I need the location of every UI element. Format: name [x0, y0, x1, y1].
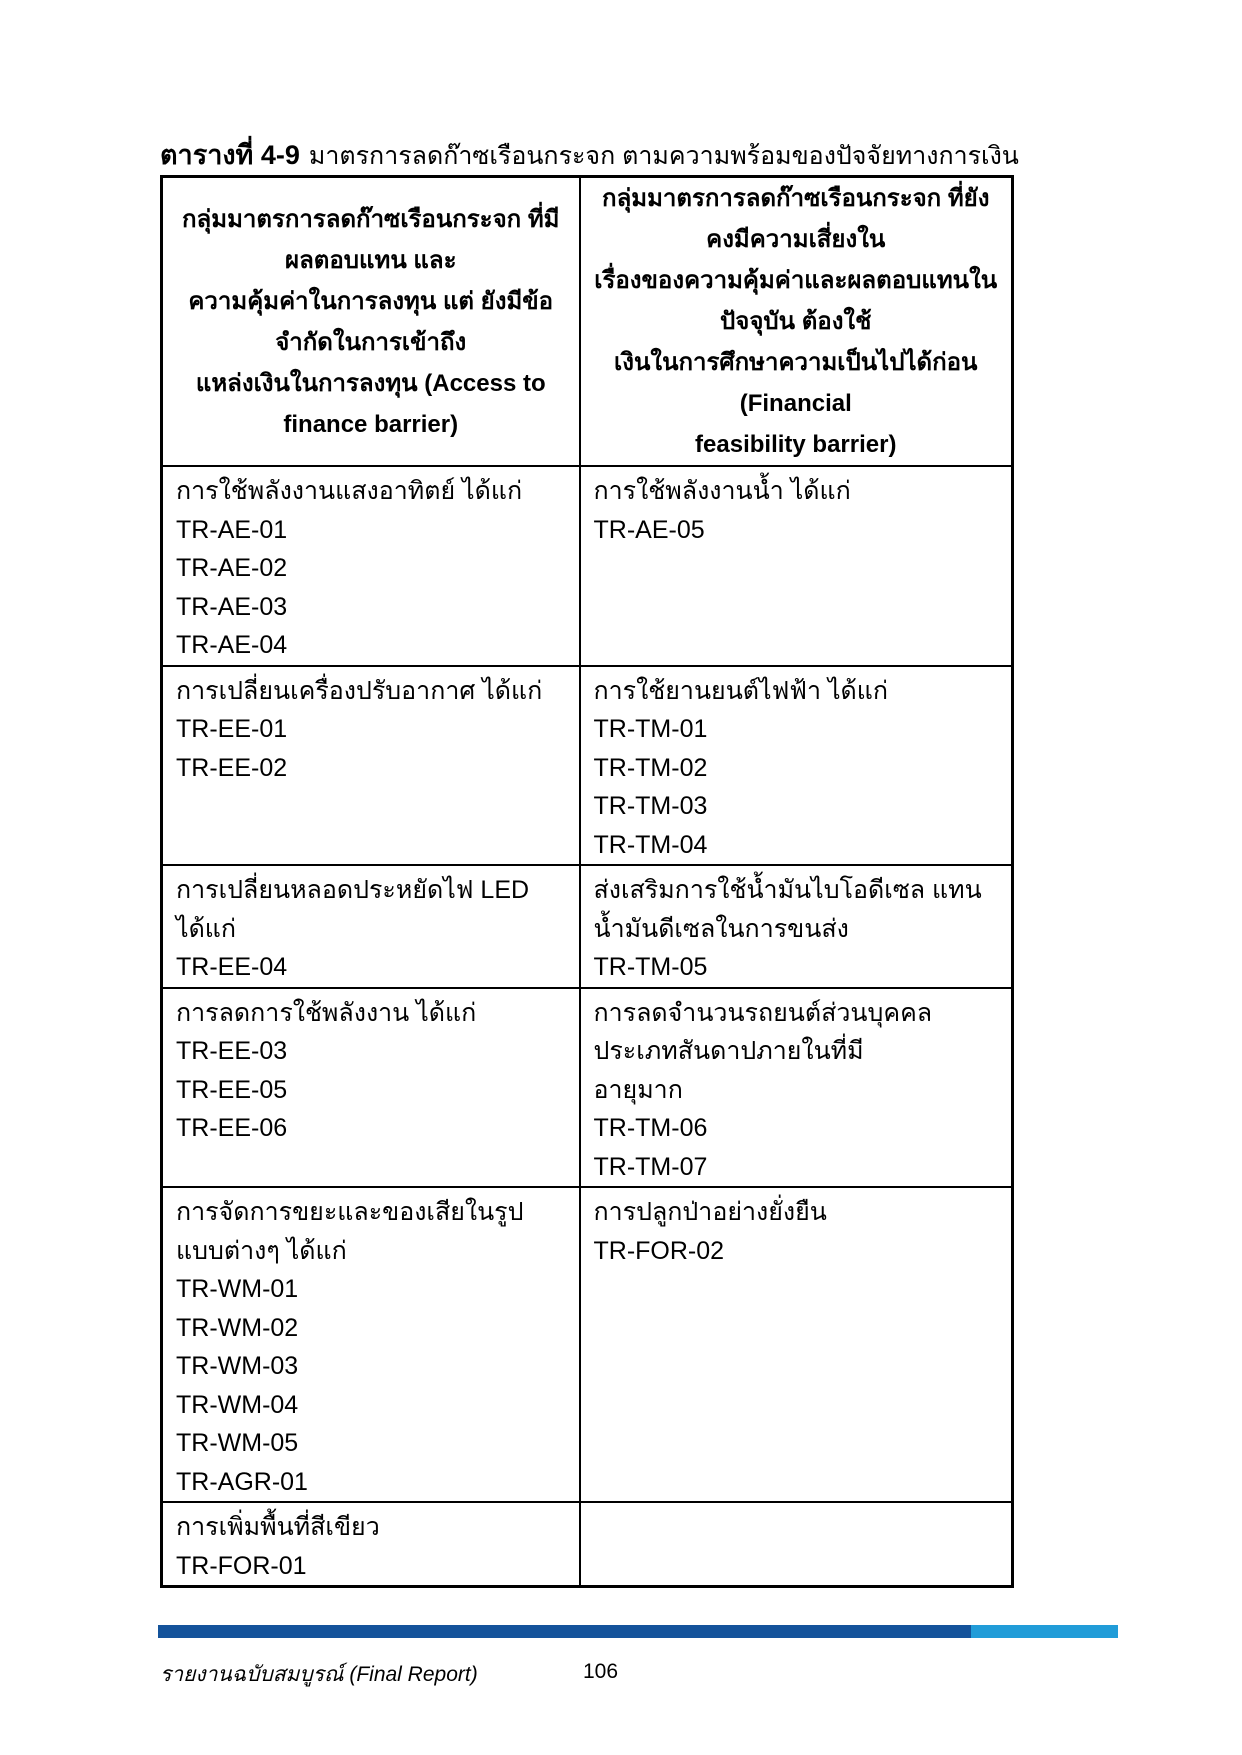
cell-line: การใช้ยานยนต์ไฟฟ้า ได้แก่	[593, 676, 889, 705]
cell-line: เงินในการศึกษาความเป็นไปได้ก่อน (Financial	[614, 349, 978, 417]
cell-line: การเปลี่ยนหลอดประหยัดไฟ LED ได้แก่	[176, 876, 530, 943]
table-row	[162, 466, 1013, 666]
footer-bar-light-segment	[971, 1625, 1118, 1638]
table-row	[162, 1502, 1013, 1587]
cell-line: การลดจำนวนรถยนต์ส่วนบุคคลประเภทสันดาปภายในที่มี	[593, 998, 933, 1065]
cell-line: TR-TM-03	[593, 792, 708, 820]
cell-line: อายุมาก	[593, 1075, 683, 1104]
cell-line: TR-TM-05	[593, 953, 708, 981]
cell-line: TR-AE-02	[176, 554, 288, 582]
cell-line: กลุ่มมาตรการลดก๊าซเรือนกระจก ที่มีผลตอบแทน และ	[182, 205, 560, 274]
cell-line: TR-AE-04	[176, 631, 288, 659]
cell-line: TR-EE-04	[176, 953, 288, 981]
footer-report-name: รายงานฉบับสมบูรณ์ (Final Report)	[160, 1663, 478, 1686]
measures-table	[160, 175, 1014, 1588]
cell-line: กลุ่มมาตรการลดก๊าซเรือนกระจก ที่ยังคงมีความเสี่ยงใน	[602, 185, 990, 253]
table-row	[162, 666, 1013, 866]
measure-cell-left	[162, 666, 580, 866]
table-caption	[160, 133, 1019, 176]
cell-line: TR-AE-01	[176, 515, 288, 544]
header-cell-financial-feasibility	[580, 177, 1013, 467]
cell-line: TR-TM-06	[593, 1114, 708, 1142]
cell-line: TR-WM-03	[176, 1352, 299, 1380]
measure-cell-left	[162, 466, 580, 666]
cell-line: TR-TM-04	[593, 830, 708, 859]
cell-line: การเปลี่ยนเครื่องปรับอากาศ ได้แก่	[176, 676, 543, 705]
cell-line: TR-EE-03	[176, 1037, 288, 1065]
measure-cell-left	[162, 1502, 580, 1587]
cell-line: การใช้พลังงานแสงอาทิตย์ ได้แก่	[176, 477, 523, 505]
cell-line: feasibility barrier)	[695, 431, 897, 458]
table-caption-number: ตารางที่ 4-9	[160, 140, 300, 170]
footer-page-number: 106	[583, 1660, 619, 1683]
table-row	[162, 865, 1013, 988]
cell-line: TR-WM-01	[176, 1275, 299, 1303]
cell-line: TR-WM-04	[176, 1390, 299, 1419]
table-caption-text: มาตรการลดก๊าซเรือนกระจก ตามความพร้อมของปัจจัยทางการเงิน	[308, 142, 1019, 170]
measure-cell-right	[580, 666, 1013, 866]
measures-table-body	[162, 466, 1013, 1587]
cell-line: TR-TM-02	[593, 753, 708, 782]
cell-line: การเพิ่มพื้นที่สีเขียว	[176, 1513, 380, 1541]
measure-cell-left	[162, 865, 580, 988]
measure-cell-right	[580, 865, 1013, 988]
table-header-row	[162, 177, 1013, 467]
cell-line: TR-AGR-01	[176, 1467, 308, 1496]
measure-cell-right	[580, 466, 1013, 666]
cell-line: การลดการใช้พลังงาน ได้แก่	[176, 998, 477, 1027]
cell-line: TR-FOR-02	[593, 1236, 725, 1265]
cell-line: TR-EE-02	[176, 753, 288, 782]
cell-line: การปลูกป่าอย่างยั่งยืน	[593, 1198, 827, 1226]
footer-bar-dark-segment	[158, 1625, 971, 1638]
cell-line: ความคุ้มค่าในการลงทุน แต่ ยังมีข้อจำกัดในการเข้าถึง	[188, 287, 554, 356]
cell-line: TR-AE-05	[593, 515, 705, 544]
cell-line: TR-TM-07	[593, 1152, 708, 1181]
cell-line: TR-AE-03	[176, 592, 288, 621]
cell-line: TR-EE-05	[176, 1075, 288, 1104]
measure-cell-left	[162, 1187, 580, 1502]
cell-line: เรื่องของความคุ้มค่าและผลตอบแทนในปัจจุบัน ต้องใช้	[594, 267, 998, 335]
cell-line: TR-TM-01	[593, 715, 708, 743]
cell-line: TR-WM-05	[176, 1429, 299, 1457]
header-cell-access-to-finance	[162, 177, 580, 467]
cell-line: TR-EE-01	[176, 715, 288, 743]
cell-line: ส่งเสริมการใช้น้ำมันไบโอดีเซล แทนน้ำมันดีเซลในการขนส่ง	[593, 876, 982, 943]
cell-line: TR-EE-06	[176, 1114, 288, 1142]
cell-line: TR-WM-02	[176, 1313, 299, 1342]
measure-cell-right	[580, 988, 1013, 1188]
cell-line: การใช้พลังงานน้ำ ได้แก่	[593, 477, 851, 505]
cell-line: แหล่งเงินในการลงทุน (Access to finance barrier)	[195, 369, 546, 438]
table-row	[162, 988, 1013, 1188]
table-row	[162, 1187, 1013, 1502]
cell-line: TR-FOR-01	[176, 1551, 307, 1580]
measure-cell-left	[162, 988, 580, 1188]
measure-cell-right	[580, 1502, 1013, 1587]
cell-line: การจัดการขยะและของเสียในรูปแบบต่างๆ ได้แก่	[176, 1198, 524, 1265]
footer-divider-bar	[158, 1625, 1118, 1638]
measure-cell-right	[580, 1187, 1013, 1502]
